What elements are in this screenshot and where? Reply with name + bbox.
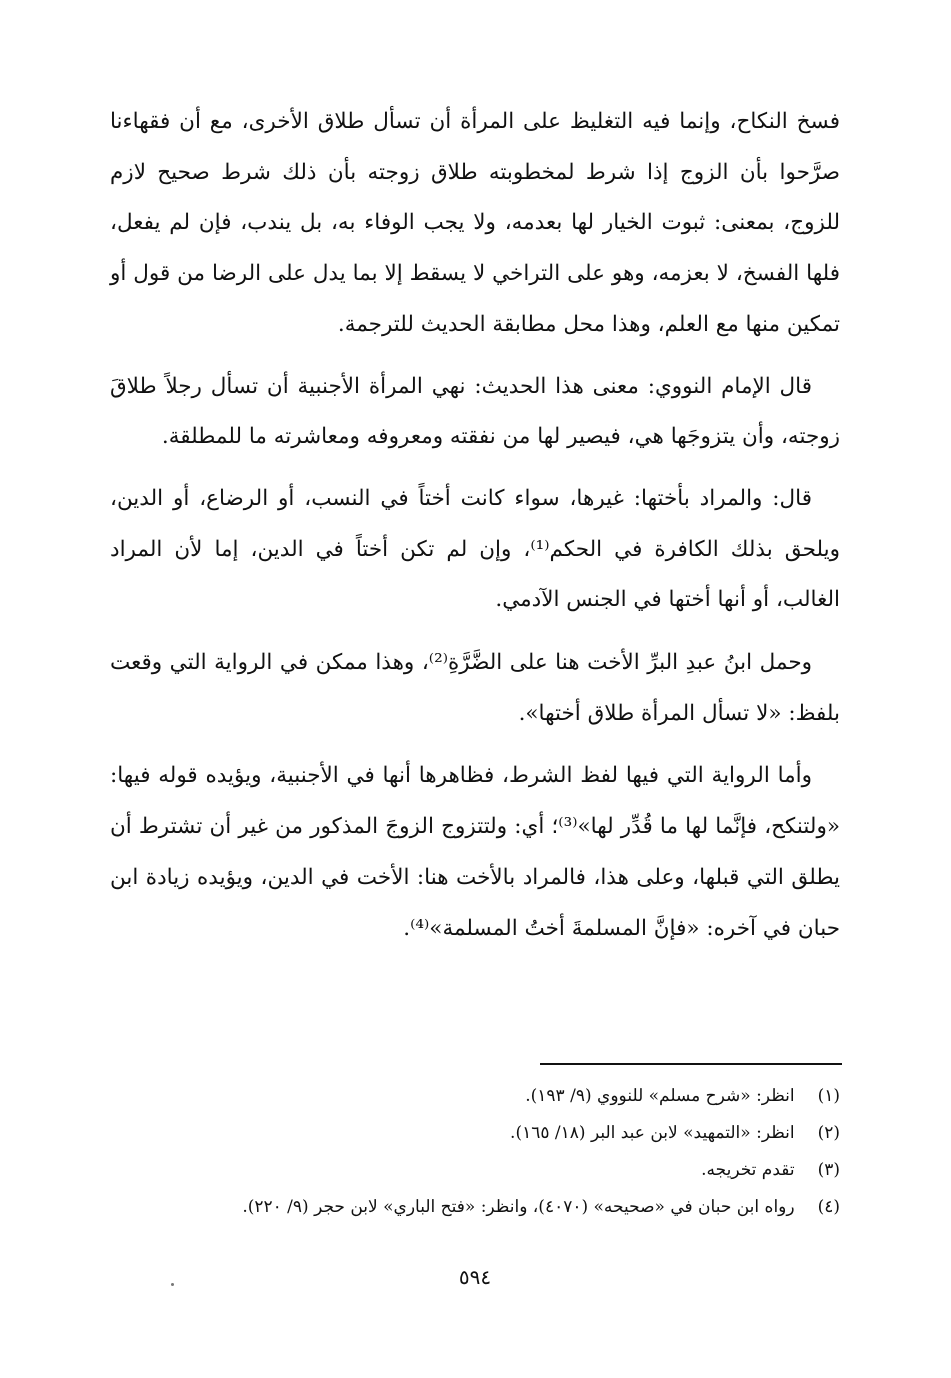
paragraph-4: وحمل ابنُ عبدِ البرِّ الأخت هنا على الضَّرَّةِ⁽²⁾، وهذا ممكن في الرواية التي وقعت بلفظ: «لا تسأل المرأة طلاق أختها».: [110, 650, 840, 726]
footnote-number: (٣): [817, 1160, 840, 1180]
footnote-4: [110, 1189, 840, 1226]
footnotes: [110, 1078, 840, 1226]
footnote-text: تقدم تخريجه.: [701, 1160, 795, 1180]
paragraph-1: فسخ النكاح، وإنما فيه التغليظ على المرأة أن تسأل طلاق الأخرى، مع أن فقهاءنا صرَّحوا بأن الزوج إذا شرط لمخطوبته طلاق زوجته بأن ذلك شرط صحيح لازم للزوج، بمعنى: ثبوت الخيار لها بعدمه، ولا يجب الوفاء به، بل يندب، فإن لم يفعل، فلها الفسخ، لا بعزمه، وهو على التراخي لا يسقط إلا بما يدل على الرضا من قول أو تمكين منها مع العلم، وهذا محل مطابقة الحديث للترجمة.: [110, 109, 840, 337]
paragraph-5: وأما الرواية التي فيها لفظ الشرط، فظاهرها أنها في الأجنبية، ويؤيده قوله فيها: «ولتنكح، فإنَّما لها ما قُدِّر لها»⁽³⁾؛ أي: ولتتزوج الزوجَ المذكور من غير أن تشترط أن يطلق التي قبلها، وعلى هذا، فالمراد بالأخت هنا: الأخت في الدين، ويؤيده زيادة ابن حبان في آخره: «فإنَّ المسلمةَ أختُ المسلمة»⁽⁴⁾.: [110, 763, 840, 941]
paragraph-3: قال: والمراد بأختها: غيرها، سواء كانت أختاً في النسب، أو الرضاع، أو الدين، ويلحق بذلك الكافرة في الحكم⁽¹⁾، وإن لم تكن أختاً في الدين، إما لأن المراد الغالب، أو أنها أختها في الجنس الآدمي.: [110, 485, 840, 613]
footnote-3: [110, 1152, 840, 1189]
paragraph-2: قال الإمام النووي: معنى هذا الحديث: نهي المرأة الأجنبية أن تسأل رجلاً طلاقَ زوجته، وأن يتزوجَها هي، فيصير لها من نفقته ومعروفه ومعاشرته ما للمطلقة.: [110, 373, 840, 450]
footnote-2: [110, 1115, 840, 1152]
footnote-text: رواه ابن حبان في «صحيحه» (٤٠٧٠)، وانظر: «فتح الباري» لابن حجر (٩/ ٢٢٠).: [242, 1197, 795, 1217]
footnote-1: [110, 1078, 840, 1115]
print-speck: [171, 1283, 174, 1286]
footnote-separator: [540, 1063, 842, 1065]
footnote-number: (١): [817, 1086, 840, 1106]
footnote-text: انظر: «شرح مسلم» للنووي (٩/ ١٩٣).: [525, 1086, 795, 1106]
main-text: [110, 97, 840, 954]
page-number: ٥٩٤: [458, 1265, 492, 1289]
footnote-number: (٤): [817, 1197, 840, 1217]
footnote-text: انظر: «التمهيد» لابن عبد البر (١٨/ ١٦٥).: [510, 1123, 795, 1143]
footnote-number: (٢): [817, 1123, 840, 1143]
